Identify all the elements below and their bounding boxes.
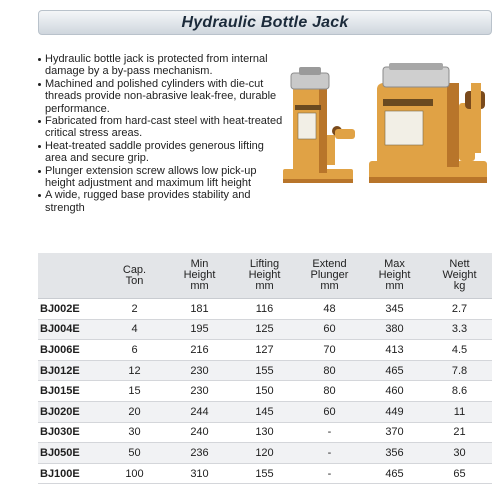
table-cell: 60 bbox=[297, 402, 362, 423]
model-code-cell: BJ015E bbox=[38, 381, 102, 402]
table-cell: 125 bbox=[232, 320, 297, 341]
feature-item: Plunger extension screw allows low pick-up height adjustment and maximum lift height bbox=[38, 165, 288, 190]
table-cell: - bbox=[297, 443, 362, 464]
table-row bbox=[38, 299, 492, 320]
feature-item: Heat-treated saddle provides generous lifting area and secure grip. bbox=[38, 140, 288, 165]
table-cell: 449 bbox=[362, 402, 427, 423]
column-header: Cap. Ton bbox=[102, 253, 167, 299]
table-cell: 145 bbox=[232, 402, 297, 423]
table-cell: 356 bbox=[362, 443, 427, 464]
table-cell: 130 bbox=[232, 423, 297, 444]
table-cell: 155 bbox=[232, 361, 297, 382]
table-cell: 80 bbox=[297, 381, 362, 402]
table-row bbox=[38, 443, 492, 464]
feature-item: A wide, rugged base provides stability and strength bbox=[38, 189, 288, 214]
title-bar bbox=[38, 10, 492, 35]
table-cell: 370 bbox=[362, 423, 427, 444]
table-row bbox=[38, 340, 492, 361]
table-cell: 6 bbox=[102, 340, 167, 361]
table-cell: - bbox=[297, 464, 362, 485]
small-bottle-jack bbox=[283, 67, 355, 183]
table-cell: 7.8 bbox=[427, 361, 492, 382]
table-row bbox=[38, 402, 492, 423]
table-cell: 8.6 bbox=[427, 381, 492, 402]
feature-item: Fabricated from hard-cast steel with heat-treated critical stress areas. bbox=[38, 115, 288, 140]
table-cell: 150 bbox=[232, 381, 297, 402]
model-code-cell: BJ030E bbox=[38, 423, 102, 444]
table-cell: 236 bbox=[167, 443, 232, 464]
table-cell: 15 bbox=[102, 381, 167, 402]
bottle-jack-photo bbox=[265, 63, 500, 193]
column-header: Lifting Height mm bbox=[232, 253, 297, 299]
table-cell: 30 bbox=[427, 443, 492, 464]
table-cell: 60 bbox=[297, 320, 362, 341]
table-cell: 345 bbox=[362, 299, 427, 320]
model-code-cell: BJ012E bbox=[38, 361, 102, 382]
table-row bbox=[38, 464, 492, 485]
table-cell: 155 bbox=[232, 464, 297, 485]
model-code-cell: BJ004E bbox=[38, 320, 102, 341]
table-cell: 100 bbox=[102, 464, 167, 485]
specifications-table bbox=[38, 253, 492, 484]
table-header-row bbox=[38, 253, 492, 299]
column-header: Max Height mm bbox=[362, 253, 427, 299]
feature-item: Hydraulic bottle jack is protected from internal damage by a by-pass mechanism. bbox=[38, 53, 288, 78]
feature-list bbox=[38, 53, 288, 214]
table-cell: 2.7 bbox=[427, 299, 492, 320]
table-cell: 30 bbox=[102, 423, 167, 444]
table-cell: 240 bbox=[167, 423, 232, 444]
table-cell: 20 bbox=[102, 402, 167, 423]
table-row bbox=[38, 320, 492, 341]
table-cell: 244 bbox=[167, 402, 232, 423]
model-code-cell: BJ100E bbox=[38, 464, 102, 485]
column-header: Extend Plunger mm bbox=[297, 253, 362, 299]
column-header bbox=[38, 253, 102, 299]
table-cell: 11 bbox=[427, 402, 492, 423]
table-row bbox=[38, 361, 492, 382]
table-cell: 230 bbox=[167, 381, 232, 402]
table-cell: 12 bbox=[102, 361, 167, 382]
large-bottle-jack bbox=[369, 63, 487, 183]
table-cell: - bbox=[297, 423, 362, 444]
table-cell: 181 bbox=[167, 299, 232, 320]
page-title: Hydraulic Bottle Jack bbox=[181, 13, 349, 31]
feature-item: Machined and polished cylinders with die-cut threads provide non-abrasive leak-free, durable performance. bbox=[38, 78, 288, 115]
table-cell: 230 bbox=[167, 361, 232, 382]
table-cell: 127 bbox=[232, 340, 297, 361]
table-cell: 2 bbox=[102, 299, 167, 320]
model-code-cell: BJ006E bbox=[38, 340, 102, 361]
table-cell: 413 bbox=[362, 340, 427, 361]
table-cell: 465 bbox=[362, 361, 427, 382]
model-code-cell: BJ050E bbox=[38, 443, 102, 464]
table-cell: 465 bbox=[362, 464, 427, 485]
table-cell: 216 bbox=[167, 340, 232, 361]
table-cell: 120 bbox=[232, 443, 297, 464]
table-cell: 21 bbox=[427, 423, 492, 444]
column-header: Nett Weight kg bbox=[427, 253, 492, 299]
model-code-cell: BJ020E bbox=[38, 402, 102, 423]
table-cell: 48 bbox=[297, 299, 362, 320]
table-cell: 80 bbox=[297, 361, 362, 382]
table-cell: 65 bbox=[427, 464, 492, 485]
table-cell: 70 bbox=[297, 340, 362, 361]
model-code-cell: BJ002E bbox=[38, 299, 102, 320]
table-cell: 460 bbox=[362, 381, 427, 402]
table-cell: 4.5 bbox=[427, 340, 492, 361]
table-cell: 380 bbox=[362, 320, 427, 341]
table-cell: 50 bbox=[102, 443, 167, 464]
table-row bbox=[38, 423, 492, 444]
table-cell: 4 bbox=[102, 320, 167, 341]
table-cell: 310 bbox=[167, 464, 232, 485]
table-cell: 3.3 bbox=[427, 320, 492, 341]
table-cell: 195 bbox=[167, 320, 232, 341]
column-header: Min Height mm bbox=[167, 253, 232, 299]
table-cell: 116 bbox=[232, 299, 297, 320]
table-row bbox=[38, 381, 492, 402]
